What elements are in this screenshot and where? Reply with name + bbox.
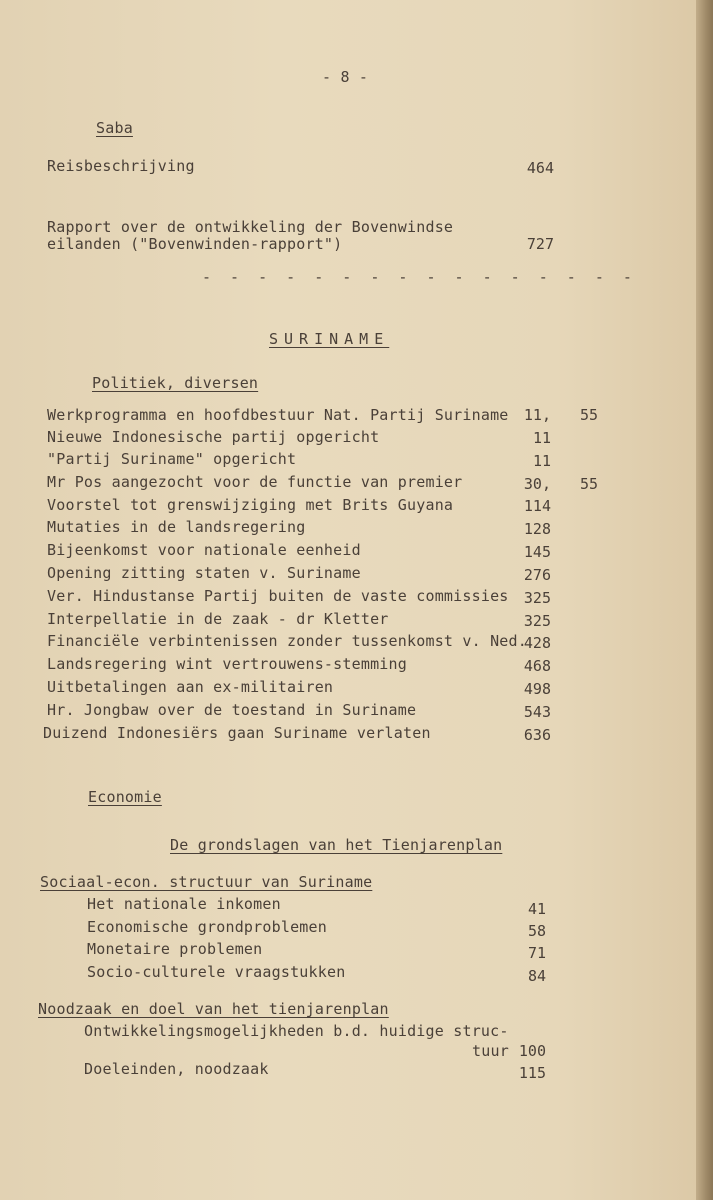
- entry-pages: 128: [523, 520, 551, 538]
- page-edge-shadow: [696, 0, 713, 1200]
- entry-pages: 543: [523, 703, 551, 721]
- entry-title: Socio-culturele vraagstukken: [87, 963, 346, 981]
- entry-title: Rapport over de ontwikkeling der Bovenwindse: [47, 218, 454, 236]
- entry-pages: 468: [523, 657, 551, 675]
- entry-title: Ontwikkelingsmogelijkheden b.d. huidige struc-: [84, 1022, 509, 1040]
- entry-title: Mutaties in de landsregering: [47, 518, 306, 536]
- entry-title: Monetaire problemen: [87, 940, 263, 958]
- entry-pages-extra: 55: [579, 475, 598, 493]
- entry-pages: 145: [523, 543, 551, 561]
- entry-pages: 58: [527, 922, 546, 940]
- entry-title: Reisbeschrijving: [47, 157, 195, 175]
- entry-pages: 71: [527, 944, 546, 962]
- subsection-heading-economie: Economie: [88, 788, 162, 806]
- entry-title: Duizend Indonesiërs gaan Suriname verlaten: [43, 724, 431, 742]
- entry-title: Financiële verbintenissen zonder tussenkomst v. Ned.: [47, 632, 527, 650]
- entry-title-continued: tuur: [472, 1042, 509, 1060]
- entry-title: Voorstel tot grenswijziging met Brits Guyana: [47, 496, 454, 514]
- entry-title: Bijeenkomst voor nationale eenheid: [47, 541, 361, 559]
- entry-title: Uitbetalingen aan ex-militairen: [47, 678, 334, 696]
- group-heading-structuur: Sociaal-econ. structuur van Suriname: [40, 873, 373, 891]
- entry-pages: 428: [523, 634, 551, 652]
- subsection-heading-politiek: Politiek, diversen: [92, 374, 259, 392]
- entry-pages: 100: [518, 1042, 546, 1060]
- entry-pages: 727: [526, 235, 554, 253]
- entry-title: Nieuwe Indonesische partij opgericht: [47, 428, 380, 446]
- page-number: - 8 -: [322, 68, 369, 86]
- entry-title: Landsregering wint vertrouwens-stemming: [47, 655, 407, 673]
- economie-subheading: De grondslagen van het Tienjarenplan: [170, 836, 503, 854]
- entry-pages: 114: [523, 497, 551, 515]
- entry-pages: 325: [523, 612, 551, 630]
- entry-title: Het nationale inkomen: [87, 895, 281, 913]
- entry-pages: 498: [523, 680, 551, 698]
- entry-title: Opening zitting staten v. Suriname: [47, 564, 361, 582]
- entry-pages: 11: [532, 429, 551, 447]
- entry-title: Economische grondproblemen: [87, 918, 327, 936]
- entry-title: "Partij Suriname" opgericht: [47, 450, 297, 468]
- entry-title-continued: eilanden ("Bovenwinden-rapport"): [47, 235, 343, 253]
- section-heading-saba: Saba: [96, 119, 133, 137]
- entry-pages: 11,: [523, 406, 551, 424]
- entry-pages: 325: [523, 589, 551, 607]
- group-heading-noodzaak: Noodzaak en doel van het tienjarenplan: [38, 1000, 389, 1018]
- section-heading-suriname: SURINAME: [269, 330, 390, 348]
- entry-pages: 115: [518, 1064, 546, 1082]
- entry-pages: 84: [527, 967, 546, 985]
- entry-pages: 464: [526, 159, 554, 177]
- entry-title: Mr Pos aangezocht voor de functie van premier: [47, 473, 463, 491]
- entry-pages: 636: [523, 726, 551, 744]
- entry-title: Hr. Jongbaw over de toestand in Suriname: [47, 701, 417, 719]
- entry-pages: 30,: [523, 475, 551, 493]
- entry-pages-extra: 55: [579, 406, 598, 424]
- entry-pages: 41: [527, 900, 546, 918]
- entry-pages: 11: [532, 452, 551, 470]
- entry-title: Ver. Hindustanse Partij buiten de vaste commissies: [47, 587, 509, 605]
- entry-title: Werkprogramma en hoofdbestuur Nat. Partij Suriname: [47, 406, 509, 424]
- section-divider: - - - - - - - - - - - - - - - -: [202, 268, 637, 286]
- entry-title: Interpellatie in de zaak - dr Kletter: [47, 610, 389, 628]
- entry-pages: 276: [523, 566, 551, 584]
- entry-title: Doeleinden, noodzaak: [84, 1060, 269, 1078]
